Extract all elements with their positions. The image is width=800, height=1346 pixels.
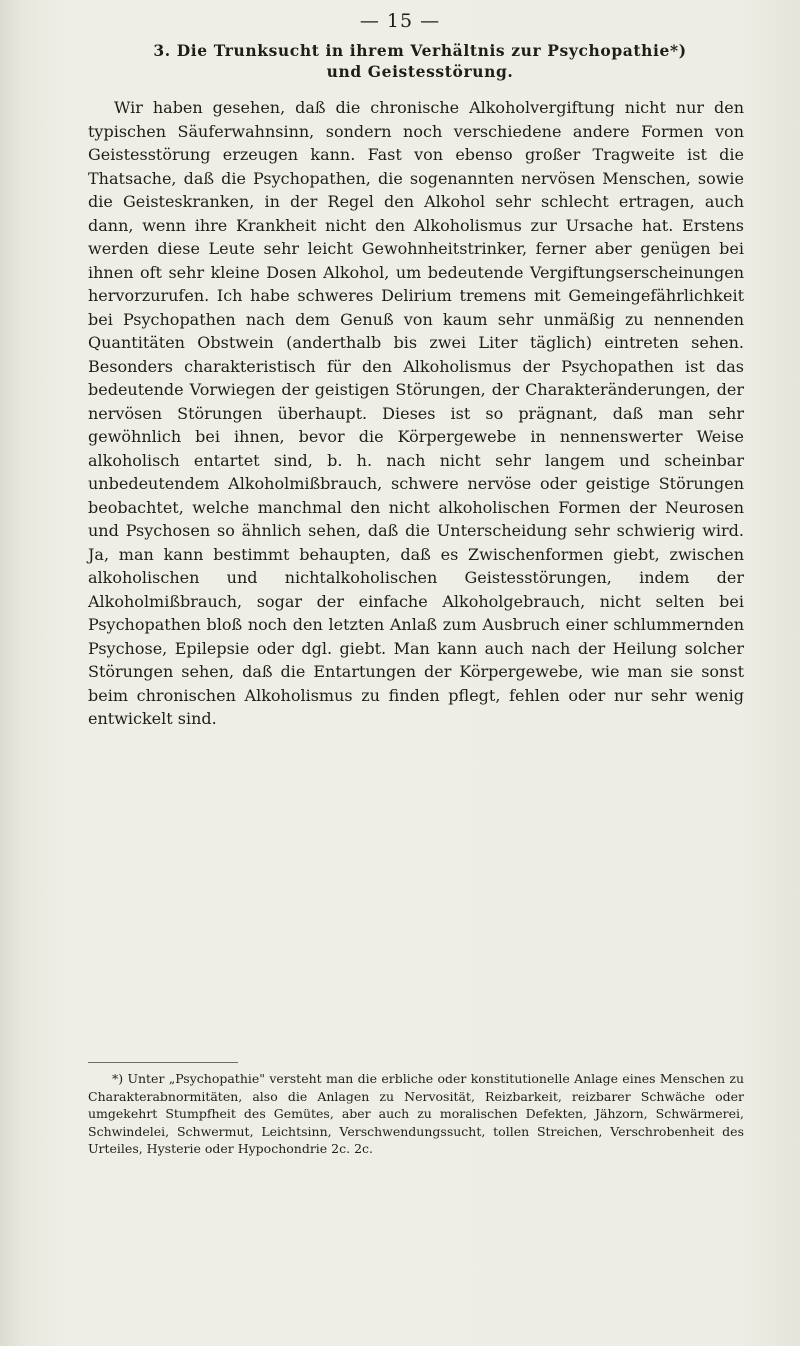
- footnote-text: *) Unter „Psychopathie" versteht man die erbliche oder konstitutionelle Anlage eines Menschen zu Charakterabnormitäten, also die Anlagen zu Nervosität, Reizbarkeit, reizbarer Schwäche oder umgekehrt Stumpfheit des Gemütes, aber auch zu moralischen Defekten, Jähzorn, Schwärmerei, Schwindelei, Schwermut, Leichtsinn, Verschwendungssucht, tollen Streichen, Verschrobenheit des Urteiles, Hysterie oder Hypochondrie 2c. 2c.: [88, 1071, 744, 1156]
- section-heading-line-2: und Geistesstörung.: [326, 62, 514, 81]
- footnote: [88, 1070, 744, 1158]
- page-number: — 15 —: [359, 10, 441, 32]
- body-text: [88, 96, 744, 731]
- section-heading: [100, 40, 740, 82]
- footnote-divider: [88, 1062, 238, 1063]
- section-heading-line-1: 3. Die Trunksucht in ihrem Verhältnis zur Psychopathie*): [153, 41, 687, 60]
- body-paragraph: Wir haben gesehen, daß die chronische Alkoholvergiftung nicht nur den typischen Säuferwahnsinn, sondern noch verschiedene andere Formen von Geistesstörung erzeugen kann. Fast von ebenso großer Tragweite ist die Thatsache, daß die Psychopathen, die sogenannten nervösen Menschen, sowie die Geisteskranken, in der Regel den Alkohol sehr schlecht ertragen, auch dann, wenn ihre Krankheit nicht den Alkoholismus zur Ursache hat. Erstens werden diese Leute sehr leicht Gewohnheitstrinker, ferner aber genügen bei ihnen oft sehr kleine Dosen Alkohol, um bedeutende Vergiftungserscheinungen hervorzurufen. Ich habe schweres Delirium tremens mit Gemeingefährlichkeit bei Psychopathen nach dem Genuß von kaum sehr unmäßig zu nennenden Quantitäten Obstwein (anderthalb bis zwei Liter täglich) eintreten sehen. Besonders charakteristisch für den Alkoholismus der Psychopathen ist das bedeutende Vorwiegen der geistigen Störungen, der Charakteränderungen, der nervösen Störungen überhaupt. Dieses ist so prägnant, daß man sehr gewöhnlich bei ihnen, bevor die Körpergewebe in nennenswerter Weise alkoholisch entartet sind, b. h. nach nicht sehr langem und scheinbar unbedeutendem Alkoholmißbrauch, schwere nervöse oder geistige Störungen beobachtet, welche manchmal den nicht alkoholischen Formen der Neurosen und Psychosen so ähnlich sehen, daß die Unterscheidung sehr schwierig wird. Ja, man kann bestimmt behaupten, daß es Zwischenformen giebt, zwischen alkoholischen und nichtalkoholischen Geistesstörungen, indem der Alkoholmißbrauch, sogar der einfache Alkoholgebrauch, nicht selten bei Psychopathen bloß noch den letzten Anlaß zum Ausbruch einer schlummernden Psychose, Epilepsie oder dgl. giebt. Man kann auch nach der Heilung solcher Störungen sehen, daß die Entartungen der Körpergewebe, wie man sie sonst beim chronischen Alkoholismus zu finden pflegt, fehlen oder nur sehr wenig entwickelt sind.: [88, 98, 744, 728]
